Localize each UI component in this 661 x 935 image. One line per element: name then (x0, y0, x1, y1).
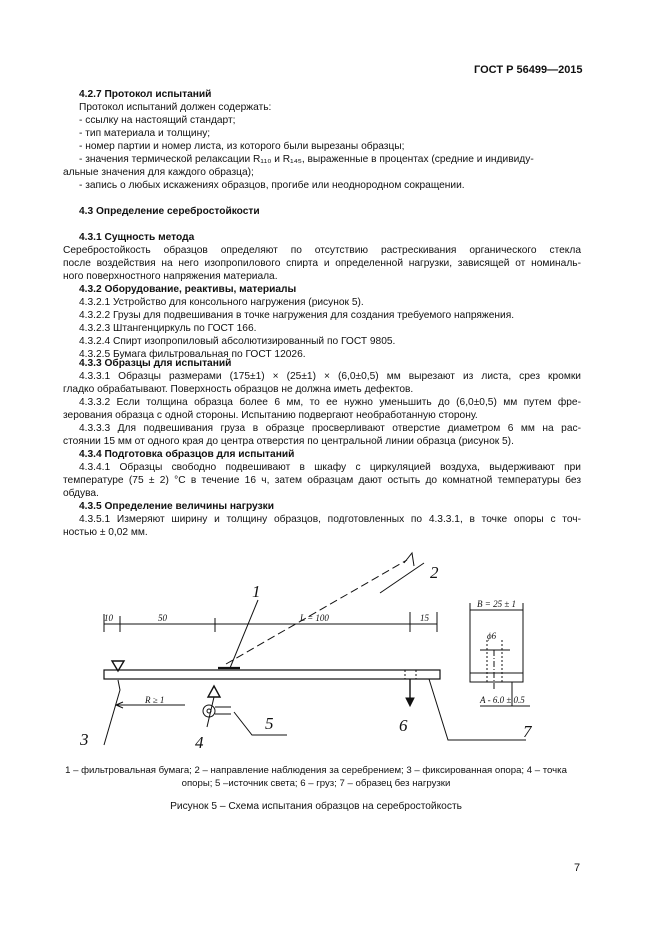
label-7: 7 (523, 722, 532, 741)
label-6: 6 (399, 716, 408, 735)
section-427-intro: Протокол испытаний должен содержать: (79, 102, 272, 113)
load-arrowhead (406, 698, 414, 706)
label-5: 5 (265, 714, 274, 733)
paragraph-line: ностью ± 0,02 мм. (63, 527, 148, 538)
observation-arrowhead (404, 553, 414, 566)
dim-A: A - 6.0 ± 0.5 (480, 695, 525, 705)
observation-direction-line (380, 563, 424, 593)
list-item: - тип материала и толщину; (79, 128, 211, 139)
figure-legend-line-1: 1 – фильтровальная бумага; 2 – направление наблюдения за серебрением; 3 – фиксированная опора; 4 – точка (65, 765, 567, 776)
paragraph-line: 4.3.3.2 Если толщина образца более 6 мм, то ее нужно уменьшить до (6,0±0,5) мм путем фре- (79, 397, 581, 408)
dim-phi: ϕ6 (487, 631, 497, 641)
label-2: 2 (430, 563, 439, 582)
page-number: 7 (574, 862, 581, 874)
section-434-heading: 4.3.4 Подготовка образцов для испытаний (79, 449, 295, 460)
paragraph-line: Серебростойкость образцов определяют по отсутствию растрескивания органического стекла (63, 245, 581, 256)
light-source-circle (203, 705, 215, 717)
list-item: 4.3.2.5 Бумага фильтровальная по ГОСТ 12026. (79, 349, 306, 360)
paragraph-line: гладко обрабатывают. Поверхность образцов не должна иметь дефектов. (63, 384, 414, 395)
paragraph-line: после воздействия на него изопропилового спирта и определенной нагрузки, зависящей от номиналь- (63, 258, 581, 269)
list-item-relaxation-cont: альные значения для каждого образца); (63, 167, 254, 178)
list-item: 4.3.2.2 Грузы для подвешивания в точке нагружения для создания требуемого напряжения. (79, 310, 515, 321)
list-item-relaxation: - значения термической релаксации R₁₁₀ и R₁₄₅, выраженные в процентах (средние и индивиду- (79, 154, 534, 165)
label-1: 1 (252, 582, 261, 601)
dim-10: 10 (104, 613, 113, 623)
dim-B: B = 25 ± 1 (477, 599, 517, 609)
paragraph-line: температуре (75 ± 2) °С в течение 16 ч, затем образцам дают остыть до комнатной температуры без (63, 475, 581, 486)
paragraph-line: 4.3.3.3 Для подвешивания груза в образце просверливают отверстие диаметром 6 мм на рас- (79, 423, 581, 434)
paragraph-line: обдува. (63, 488, 99, 499)
filter-paper-leader (230, 600, 258, 668)
specimen-bar (104, 670, 440, 679)
light-source-leader (234, 712, 287, 735)
paragraph-line: 4.3.3.1 Образцы размерами (175±1) × (25±1) × (6,0±0,5) мм вырезают из листа, срез кромки (79, 371, 581, 382)
paragraph-line: 4.3.4.1 Образцы свободно подвешивают в шкафу с циркуляцией воздуха, выдерживают при (79, 462, 581, 473)
list-item: 4.3.2.4 Спирт изопропиловый абсолютизированный по ГОСТ 9805. (79, 336, 396, 347)
section-431-heading: 4.3.1 Сущность метода (79, 232, 195, 243)
label-3: 3 (80, 730, 89, 749)
section-435-heading: 4.3.5 Определение величины нагрузки (79, 501, 274, 512)
unloaded-specimen-leader (429, 679, 526, 740)
paragraph-line: стоянии 15 мм от одного края до центра отверстия по центральной линии образца (рисунок 5). (63, 436, 514, 447)
pivot-support-triangle (208, 686, 220, 697)
section-427-heading: 4.2.7 Протокол испытаний (79, 89, 212, 100)
section-433-heading: 4.3.3 Образцы для испытаний (79, 358, 232, 369)
dim-L: L = 100 (300, 613, 329, 623)
section-432-heading: 4.3.2 Оборудование, реактивы, материалы (79, 284, 297, 295)
label-4: 4 (195, 733, 204, 752)
section-43-heading: 4.3 Определение серебростойкости (79, 206, 260, 217)
list-item: - ссылку на настоящий стандарт; (79, 115, 236, 126)
list-item: 4.3.2.3 Штангенциркуль по ГОСТ 166. (79, 323, 257, 334)
cross-section-rect (470, 673, 523, 682)
paragraph-line: зерования образца с одной стороны. Испытанию подвергают необработанную сторону. (63, 410, 478, 421)
dim-R: R ≥ 1 (145, 695, 165, 705)
paragraph-line: ного поверхностного напряжения материала. (63, 271, 278, 282)
dim-50: 50 (158, 613, 167, 623)
paragraph-line: 4.3.5.1 Измеряют ширину и толщину образцов, подготовленных по 4.3.3.1, в точке опоры с точ- (79, 514, 581, 525)
figure-caption: Рисунок 5 – Схема испытания образцов на серебростойкость (170, 801, 462, 812)
dim-15: 15 (420, 613, 429, 623)
list-item: - запись о любых искажениях образцов, прогибе или неоднородном сокращении. (79, 180, 465, 191)
list-item: 4.3.2.1 Устройство для консольного нагружения (рисунок 5). (79, 297, 364, 308)
list-item: - номер партии и номер листа, из которого были вырезаны образцы; (79, 141, 405, 152)
figure-5-diagram (0, 540, 661, 760)
fixed-support-leader (104, 680, 120, 745)
standard-number: ГОСТ Р 56499—2015 (474, 64, 583, 76)
figure-legend-line-2: опоры; 5 –источник света; 6 – груз; 7 – образец без нагрузки (181, 778, 451, 789)
